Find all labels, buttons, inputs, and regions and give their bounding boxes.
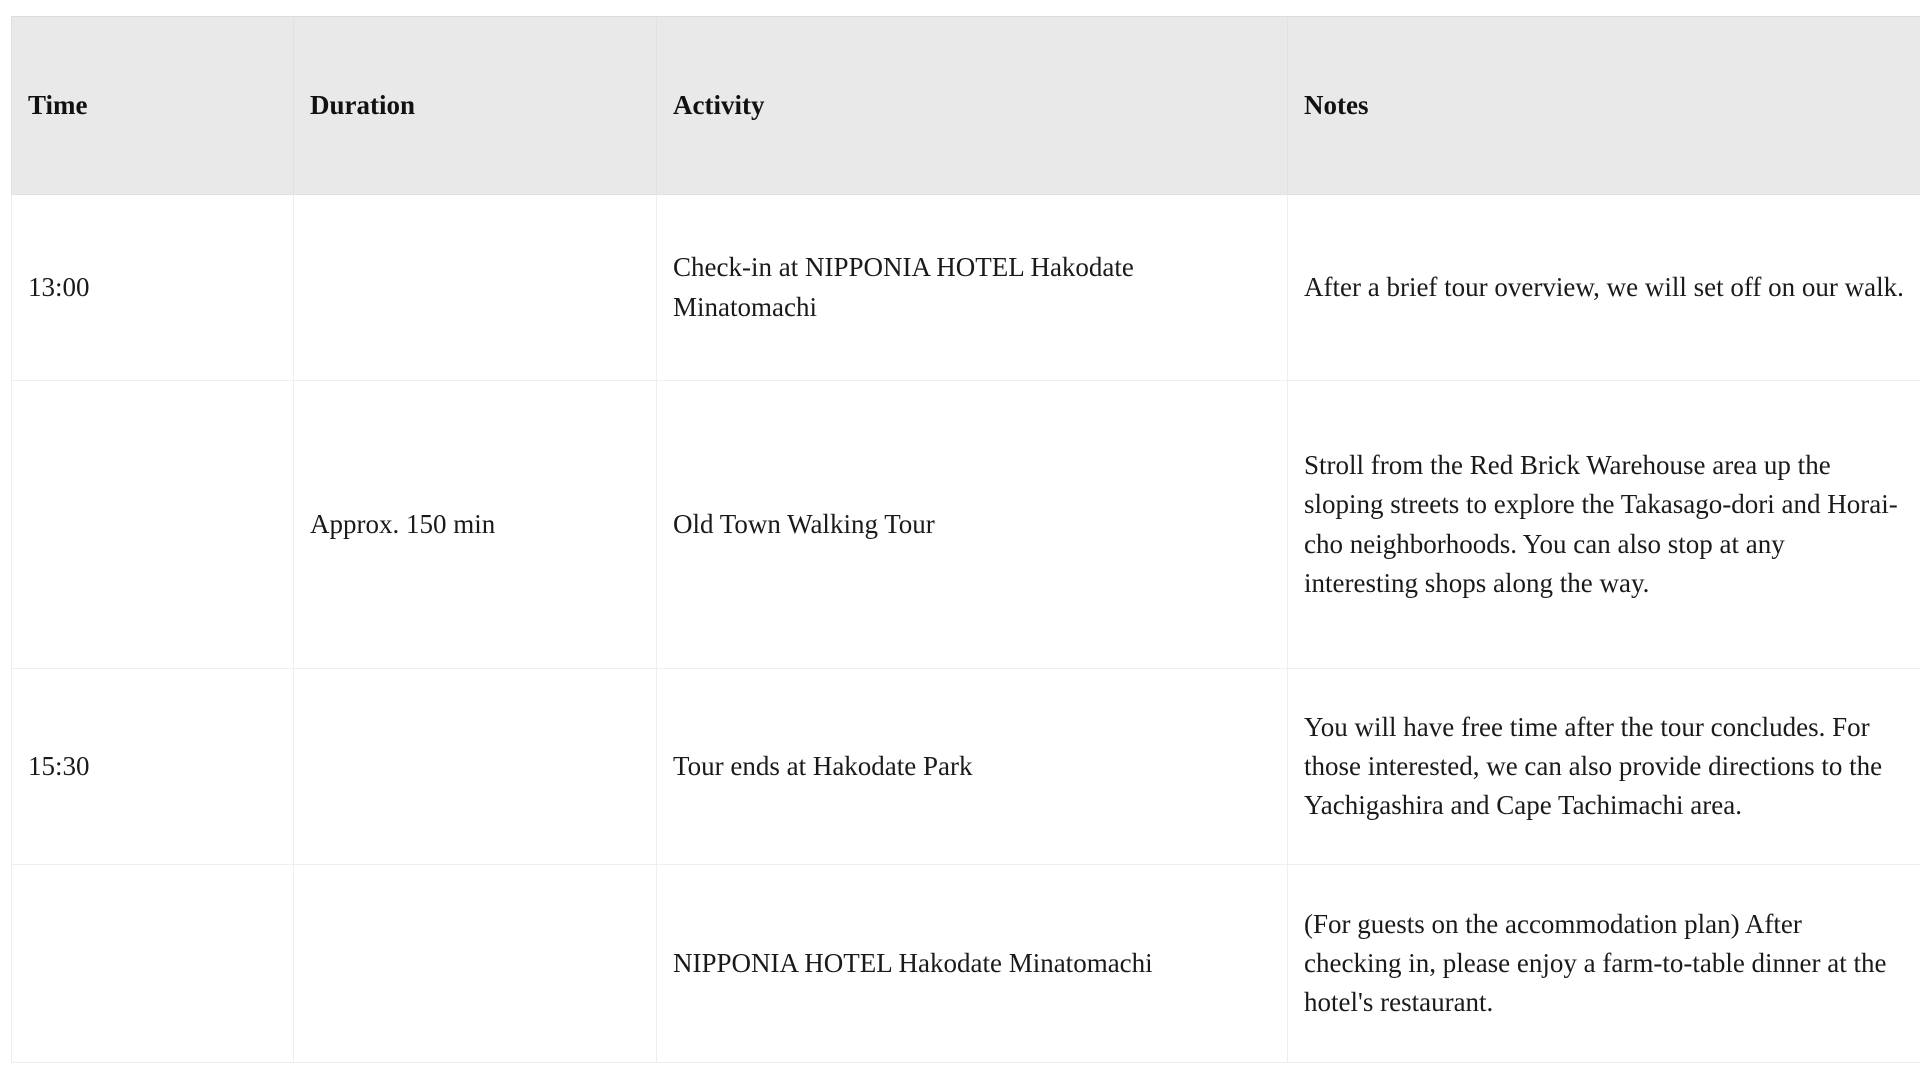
cell-notes: (For guests on the accommodation plan) After checking in, please enjoy a farm-to-table dinner at the hotel's restaurant. [1288, 865, 1920, 1063]
itinerary-table [11, 16, 1920, 1063]
cell-duration: Approx. 150 min [294, 381, 657, 669]
cell-time: 15:30 [12, 669, 294, 865]
cell-duration [294, 669, 657, 865]
cell-activity: Tour ends at Hakodate Park [657, 669, 1288, 865]
cell-activity: NIPPONIA HOTEL Hakodate Minatomachi [657, 865, 1288, 1063]
cell-notes: After a brief tour overview, we will set off on our walk. [1288, 195, 1920, 381]
table-row [12, 381, 1920, 669]
column-header-duration: Duration [294, 17, 657, 195]
column-header-time: Time [12, 17, 294, 195]
column-header-activity: Activity [657, 17, 1288, 195]
column-header-notes: Notes [1288, 17, 1920, 195]
cell-activity: Old Town Walking Tour [657, 381, 1288, 669]
cell-activity: Check-in at NIPPONIA HOTEL Hakodate Minatomachi [657, 195, 1288, 381]
cell-duration [294, 195, 657, 381]
cell-time: 13:00 [12, 195, 294, 381]
cell-time [12, 381, 294, 669]
cell-duration [294, 865, 657, 1063]
table-header [12, 17, 1920, 195]
cell-notes: Stroll from the Red Brick Warehouse area up the sloping streets to explore the Takasago-dori and Horai-cho neighborhoods. You can also stop at any interesting shops along the way. [1288, 381, 1920, 669]
cell-time [12, 865, 294, 1063]
cell-notes: You will have free time after the tour concludes. For those interested, we can also provide directions to the Yachigashira and Cape Tachimachi area. [1288, 669, 1920, 865]
table-row [12, 195, 1920, 381]
table-row [12, 865, 1920, 1063]
table-header-row [12, 17, 1920, 195]
table-row [12, 669, 1920, 865]
table-body [12, 195, 1920, 1063]
